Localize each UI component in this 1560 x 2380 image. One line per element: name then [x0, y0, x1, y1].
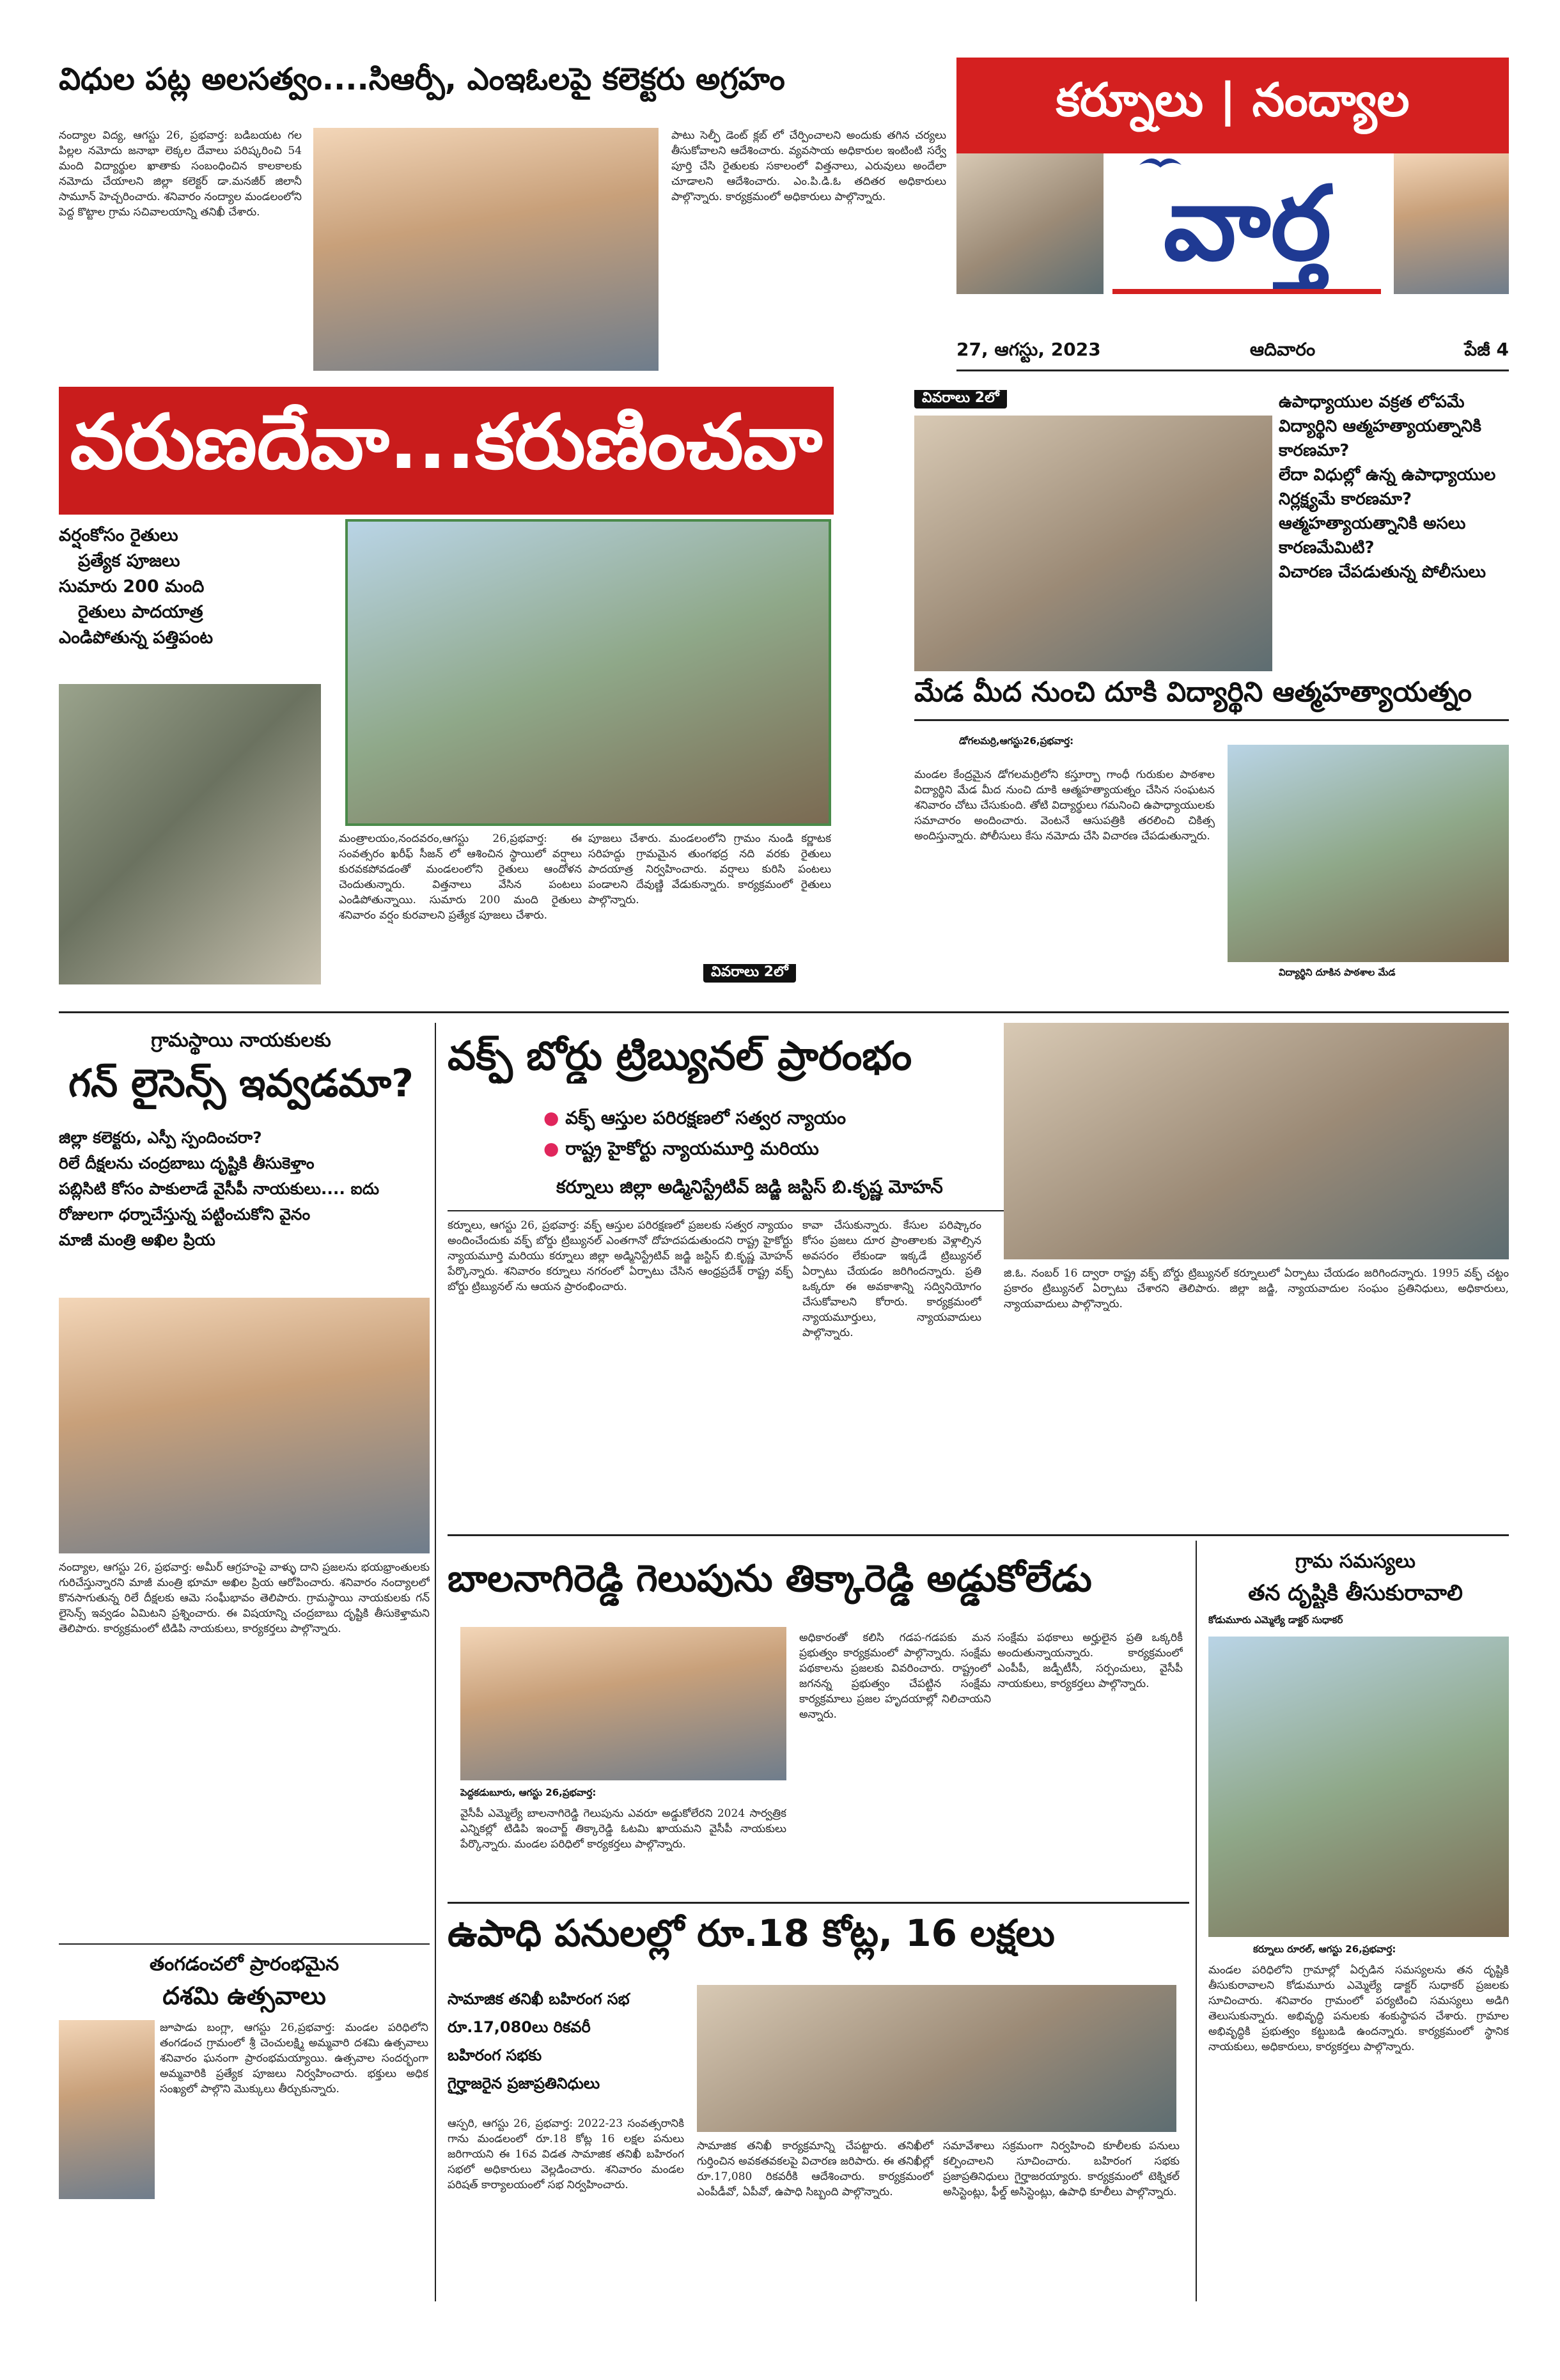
- story5-photo: [1004, 1023, 1509, 1259]
- story5-bullet-text: రాష్ట్ర హైకోర్టు న్యాయమూర్తి మరియు: [565, 1138, 819, 1159]
- story2-col1: మంత్రాలయం,నందవరం,ఆగస్టు 26,ప్రభవార్త: ఈ సంవత్సరం ఖరీఫ్ సీజన్ లో ఆశించిన స్థాయిలో వర్షాలు కురవకపోవడంతో మండలంలోని రైతులు ఆందోళన చెందుతున్నారు. విత్తనాలు వేసిన పంటలు ఎండిపోతున్నాయి. సుమారు 200 మంది రైతులు శనివారం వర్షం కురవాలని ప్రత్యేక పూజలు చేశారు.: [339, 832, 582, 922]
- story7-photo: [1208, 1637, 1509, 1937]
- section-divider: [448, 1534, 1509, 1536]
- masthead-rule: [956, 369, 1509, 371]
- story3-photo: [914, 416, 1272, 671]
- masthead-dateline: [956, 339, 1509, 364]
- section-divider: [59, 1943, 430, 1945]
- story9-headline: ఉపాధి పనులల్లో రూ.18 కోట్ల, 16 లక్షలు: [448, 1911, 1055, 1955]
- story5-col2: కావా చేసుకున్నారు. కేసుల పరిష్కారం కోసం ప్రజలు దూర ప్రాంతాలకు వెళ్లాల్సిన అవసరం లేకుండా ఇక్కడే ట్రిబ్యునల్ ఏర్పాటు చేయడం జరిగిందన్నారు. ప్రతి ఒక్కరూ ఈ అవకాశాన్ని సద్వినియోగం చేసుకోవాలని కోరారు. కార్యక్రమంలో న్యాయమూర్తులు, న్యాయవాదులు పాల్గొన్నారు.: [802, 1219, 981, 1339]
- story4-headline: గన్ లైసెన్స్ ఇవ్వడమా?: [68, 1061, 414, 1106]
- story7-dateline: కర్నూలు రూరల్, ఆగస్టు 26,ప్రభవార్త:: [1253, 1943, 1396, 1955]
- masthead-page: పేజీ 4: [1464, 339, 1509, 360]
- story9-bullets: [448, 1985, 690, 2106]
- story4-kicker: గ్రామస్థాయి నాయకులకు: [151, 1029, 331, 1052]
- story2-more-label: వివరాలు 2లో: [703, 964, 796, 983]
- story9-col2: సామాజిక తనిఖీ కార్యక్రమాన్ని చేపట్టారు. తనిఖీలో గుర్తించిన అవకతవకలపై విచారణ జరిపారు. ఈ తనిఖీల్లో రూ.17,080 రికవరీకి ఆదేశించారు. కార్యక్రమంలో ఎంపీడీవో, ఏపీవో, ఉపాధి సిబ్బంది పాల్గొన్నారు.: [697, 2140, 933, 2198]
- story1-col1: నంద్యాల విద్య, ఆగస్టు 26, ప్రభవార్త: బడిబయట గల పిల్లల నమోదు జనాభా లెక్కల దేవాలు పరిష్కరించి 54 మంది విద్యార్థుల ఖాతాకు సంబంధించిన కాలకాలకు నమోదు చేయాలని జిల్లా కలెక్టర్ డా.మనజీర్ జిలానీ సామూన్ హెచ్చరించారు. శనివారం నంద్యాల మండలంలోని పెద్ద కొట్టాల గ్రామ సచివాలయాన్ని తనిఖీ చేశారు.: [59, 129, 302, 219]
- masthead-fort-image: [956, 153, 1104, 294]
- story8-body: జూపాడు బంగ్లా, ఆగస్టు 26,ప్రభవార్త: మండల పరిధిలోని తంగడంచ గ్రామంలో శ్రీ చెంచులక్ష్మి అమ్మవారి దశమి ఉత్సవాలు శనివారం ఘనంగా ప్రారంభమయ్యాయి. ఉత్సవాల సందర్భంగా అమ్మవారికి ప్రత్యేక పూజలు నిర్వహించారు. భక్తులు అధిక సంఖ్యలో పాల్గొని మొక్కులు తీర్చుకున్నారు.: [160, 2021, 428, 2096]
- story9-col3: సమావేశాలు సక్రమంగా నిర్వహించి కూలీలకు పనులు కల్పించాలని సూచించారు. బహిరంగ సభకు ప్రజాప్రతినిధులు గైర్హాజరయ్యారు. కార్యక్రమంలో టెక్నికల్ అసిస్టెంట్లు, ఫీల్డ్ అసిస్టెంట్లు, ఉపాధి కూలీలు పాల్గొన్నారు.: [943, 2140, 1180, 2198]
- story9-bullet: బహిరంగ సభకు: [448, 2046, 542, 2064]
- story2-photo-rally: [59, 684, 321, 984]
- story6-headline: బాలనాగిరెడ్డి గెలుపును తిక్కారెడ్డి అడ్డుకోలేడు: [448, 1557, 1092, 1600]
- story4-bullet: జిల్లా కలెక్టరు, ఎస్పీ స్పందించరా?: [59, 1128, 262, 1147]
- story5-headline: వక్ఫ్ బోర్డు ట్రిబ్యునల్ ప్రారంభం: [448, 1032, 912, 1079]
- masthead-underline: [1112, 289, 1381, 294]
- story8-photo: [59, 2020, 155, 2199]
- story3-caption: విద్యార్థిని దూకిన పాఠశాల మేడ: [1279, 967, 1396, 978]
- masthead-edition: కర్నూలు | నంద్యాల: [1056, 73, 1410, 127]
- story9-bullet: గైర్హాజరైన ప్రజాప్రతినిధులు: [448, 2074, 600, 2092]
- story2-more-link[interactable]: [703, 964, 831, 987]
- story2-bullets: [59, 523, 340, 676]
- story2-bullet: ఎండిపోతున్న పత్తిపంట: [59, 628, 214, 648]
- pink-bullet-icon: ●: [543, 1107, 559, 1128]
- bird-icon: [1138, 152, 1183, 170]
- masthead-nandi-image: [1394, 153, 1509, 294]
- story5-bullet: [543, 1103, 991, 1133]
- story9-photo: [697, 1985, 1176, 2132]
- masthead-edition-banner: [956, 58, 1509, 153]
- story9-col1: ఆస్పరి, ఆగస్టు 26, ప్రభవార్త: 2022-23 సంవత్సరానికి గాను మండలంలో రూ.18 కోట్ల 16 లక్షల పనులు జరిగాయని ఈ 16వ విడత సామాజిక తనిఖీ బహిరంగ సభలో అధికారులు వెల్లడించారు. శనివారం మండల పరిషత్ కార్యాలయంలో సభ నిర్వహించారు.: [448, 2117, 684, 2191]
- story8-headline: దశమి ఉత్సవాలు: [162, 1982, 326, 2010]
- story3-bullet: లేదా విధుల్లో ఉన్న ఉపాధ్యాయుల నిర్లక్ష్యమే కారణమా?: [1279, 465, 1496, 509]
- story6-col2: అధికారంతో కలిసి గడప-గడపకు మన ప్రభుత్వం కార్యక్రమంలో పాల్గొన్నారు. సంక్షేమ పథకాలను ప్రజలకు వివరించారు. రాష్ట్రంలో జగనన్న ప్రభుత్వం చేపట్టిన సంక్షేమ కార్యక్రమాలు ప్రజల హృదయాల్లో నిలిచాయని అన్నారు.: [799, 1631, 991, 1721]
- story3-dateline: డోగలమర్రి,ఆగస్టు26,ప్రభవార్త:: [959, 735, 1074, 747]
- story7-headline: తన దృష్టికి తీసుకురావాలి: [1248, 1580, 1463, 1606]
- story6-col3: సంక్షేమ పథకాలు అర్హులైన ప్రతి ఒక్కరికీ అందుతున్నాయన్నారు. కార్యక్రమంలో ఎంపీపీ, జడ్పీటీసీ, సర్పంచులు, వైసీపీ నాయకులు, కార్యకర్తలు పాల్గొన్నారు.: [997, 1631, 1183, 1690]
- story3-bullets: [1279, 390, 1509, 671]
- pink-bullet-icon: ●: [543, 1138, 559, 1159]
- masthead-title: వార్త: [1163, 164, 1332, 283]
- story3-headline: మేడ మీద నుంచి దూకి విద్యార్థిని ఆత్మహత్యాయత్నం: [914, 676, 1472, 708]
- story3-more-label: వివరాలు 2లో: [914, 390, 1007, 408]
- story2-bullet: రైతులు పాదయాత్ర: [78, 602, 203, 622]
- story2-bullet: ప్రత్యేక పూజలు: [78, 551, 180, 571]
- story1-col2: పాటు సెల్ఫీ డెంట్ క్లబ్ లో చేర్పించాలని అందుకు తగిన చర్యలు తీసుకోవాలని ఆదేశించారు. వ్యవసాయ అధికారుల ఇంటింటి సర్వే పూర్తి చేసి రైతులకు సకాలంలో విత్తనాలు, ఎరువులు అందేలా చూడాలని ఆదేశించారు. ఎం.పి.డి.ఓ తదితర అధికారులు పాల్గొన్నారు. కార్యక్రమంలో అధికారులు పాల్గొన్నారు.: [671, 129, 946, 203]
- story3-bullet: ఆత్మహత్యాయత్నానికి అసలు కారణమేమిటి?: [1279, 514, 1466, 557]
- column-divider: [435, 1023, 436, 2301]
- story2-photo-field: [345, 519, 831, 826]
- story2-bullet: వర్షంకోసం రైతులు: [59, 525, 178, 545]
- story3-bullet: ఉపాధ్యాయుల వక్రత లోపమే విద్యార్థిని ఆత్మహత్యాయత్నానికి కారణమా?: [1279, 393, 1481, 460]
- story3-body: మండల కేంద్రమైన డోగలమర్రిలోని కస్తూర్బా గాంధీ గురుకుల పాఠశాల విద్యార్థిని మేడ మీద నుంచి దూకి ఆత్మహత్యాయత్నం చేసిన సంఘటన శనివారం చోటు చేసుకుంది. తోటి విద్యార్థులు గమనించి ఉపాధ్యాయులకు సమాచారం అందించారు. వెంటనే ఆసుపత్రికి తరలించి చికిత్స అందిస్తున్నారు. పోలీసులు కేసు నమోదు చేసి విచారణ చేపడుతున్నారు.: [914, 768, 1215, 843]
- story6-dateline: పెద్దకడుబూరు, ఆగస్టు 26,ప్రభవార్త:: [460, 1787, 597, 1798]
- story4-bullet: పబ్లిసిటి కోసం పాకులాడే వైసీపీ నాయకులు.... ఐదు రోజులగా ధర్నాచేస్తున్న పట్టించుకోని వైనం: [59, 1179, 380, 1224]
- story1-headline: విధుల పట్ల అలసత్వం....సిఆర్పీ, ఎంఇఓలపై కలెక్టరు అగ్రహం: [59, 61, 785, 97]
- story5-bullets: [543, 1103, 991, 1167]
- story3-bullet: విచారణ చేపడుతున్న పోలీసులు: [1279, 563, 1486, 582]
- story9-bullet: సామాజిక తనిఖీ బహిరంగ సభ: [448, 1990, 630, 2008]
- story6-photo: [460, 1627, 786, 1780]
- story6-col1: వైసీపీ ఎమ్మెల్యే బాలనాగిరెడ్డి గెలుపును ఎవరూ అడ్డుకోలేరని 2024 సార్వత్రిక ఎన్నికల్లో టిడిపి ఇంచార్జ్ తిక్కారెడ్డి ఓటమి ఖాయమని వైసీపీ నాయకులు పేర్కొన్నారు. మండల పరిధిలో కార్యకర్తలు పాల్గొన్నారు.: [460, 1807, 786, 1851]
- story4-bullets: [59, 1125, 430, 1285]
- story4-photo: [59, 1298, 430, 1553]
- story8-kicker: తంగడంచలో ప్రారంభమైన: [149, 1953, 339, 1975]
- story3-rule: [914, 719, 1509, 721]
- story7-kicker: గ్రామ సమస్యలు: [1295, 1550, 1416, 1573]
- story3-photo-school: [1228, 745, 1509, 962]
- story5-byline: కర్నూలు జిల్లా అడ్మినిస్ట్రేటివ్ జడ్జి జస్టిస్ బి.కృష్ణ మోహన్: [556, 1176, 943, 1197]
- story4-body: నంద్యాల, ఆగస్టు 26, ప్రభవార్త: అమీర్ ఆగ్రహంపై వాళ్ళు దాని ప్రజలను భయభ్రాంతులకు గురిచేస్తున్నారని మాజీ మంత్రి భూమా అఖిల ప్రియ ఆరోపించారు. శనివారం నంద్యాలలో కొనసాగుతున్న రిలే దీక్షలకు ఆమె సంఘీభావం తెలిపారు. గ్రామస్థాయి నాయకులకు గన్ లైసెన్స్ ఇవ్వడం ఏమిటని ప్రశ్నించారు. ఈ విషయాన్ని చంద్రబాబు దృష్టికి తీసుకెళ్తామని తెలిపారు. కార్యక్రమంలో టిడిపి నాయకులు, కార్యకర్తలు పాల్గొన్నారు.: [59, 1561, 430, 1635]
- column-divider: [1196, 1541, 1197, 2301]
- story1-photo: [313, 128, 659, 371]
- story2-bullet: సుమారు 200 మంది: [59, 577, 205, 596]
- masthead-date: 27, ఆగస్టు, 2023: [956, 339, 1101, 360]
- story4-bullet: మాజీ మంత్రి అఖిల ప్రియ: [59, 1231, 215, 1249]
- section-divider: [448, 1902, 1189, 1904]
- story2-col2: పూజలు చేశారు. మండలంలోని గ్రామం నుండి కర్ణాటక సరిహద్దు గ్రామమైన తుంగభద్ర నది వరకు రైతులు పాదయాత్ర నిర్వహించారు. వర్షాలు కురిసి పంటలు పండాలని దేవుణ్ణి వేడుకున్నారు. కార్యక్రమంలో రైతులు పాల్గొన్నారు.: [588, 832, 831, 906]
- story5-bullet: [543, 1133, 991, 1164]
- story2-banner: [59, 387, 834, 515]
- story5-col3: జి.ఓ. నంబర్ 16 ద్వారా రాష్ట్ర వక్ఫ్ బోర్డు ట్రిబ్యునల్ కర్నూలులో ఏర్పాటు చేయడం జరిగిందన్నారు. 1995 వక్ఫ్ చట్టం ప్రకారం ట్రిబ్యునల్ ఏర్పాటు చేశారని తెలిపారు. జిల్లా జడ్జి, న్యాయవాదుల సంఘం ప్రతినిధులు, అధికారులు, న్యాయవాదులు పాల్గొన్నారు.: [1004, 1267, 1509, 1311]
- story5-col1: కర్నూలు, ఆగస్టు 26, ప్రభవార్త: వక్ఫ్ ఆస్తుల పరిరక్షణలో ప్రజలకు సత్వర న్యాయం అందించేందుకు వక్ఫ్ బోర్డు ట్రిబ్యునల్ ఎంతగానో దోహదపడుతుందని రాష్ట్ర హైకోర్టు న్యాయమూర్తి మరియు కర్నూలు జిల్లా అడ్మినిస్ట్రేటివ్ జడ్జి జస్టిస్ బి.కృష్ణ మోహన్ పేర్కొన్నారు. శనివారం కర్నూలు నగరంలో ఏర్పాటు చేసిన ఆంధ్రప్రదేశ్ రాష్ట్ర వక్ఫ్ బోర్డు ట్రిబ్యునల్ ను ఆయన ప్రారంభించారు.: [448, 1219, 793, 1293]
- story3-more-link[interactable]: [914, 390, 1029, 413]
- story2-headline: వరుణదేవా...కరుణించవా: [70, 397, 823, 486]
- masthead-logo: [1104, 147, 1391, 300]
- story5-bullet-text: వక్ఫ్ ఆస్తుల పరిరక్షణలో సత్వర న్యాయం: [565, 1107, 846, 1128]
- story4-bullet: రిలే దీక్షలను చంద్రబాబు దృష్టికి తీసుకెళ్తాం: [59, 1154, 315, 1172]
- section-divider: [59, 1011, 1509, 1013]
- story7-byline: కోడుమూరు ఎమ్మెల్యే డాక్టర్ సుధాకర్: [1208, 1614, 1343, 1626]
- masthead-day: ఆదివారం: [1249, 339, 1316, 360]
- story9-bullet: రూ.17,080లు రికవరీ: [448, 2018, 591, 2036]
- story7-body: మండల పరిధిలోని గ్రామాల్లో ఏర్పడిన సమస్యలను తన దృష్టికి తీసుకురావాలని కోడుమూరు ఎమ్మెల్యే డాక్టర్ సుధాకర్ ప్రజలకు సూచించారు. శనివారం గ్రామంలో పర్యటించి సమస్యలు అడిగి తెలుసుకున్నారు. అభివృద్ధి పనులకు శంకుస్థాపన చేశారు. గ్రామాల అభివృద్ధికి ప్రభుత్వం కట్టుబడి ఉందన్నారు. కార్యక్రమంలో స్థానిక నాయకులు, అధికారులు, కార్యకర్తలు పాల్గొన్నారు.: [1208, 1964, 1509, 2053]
